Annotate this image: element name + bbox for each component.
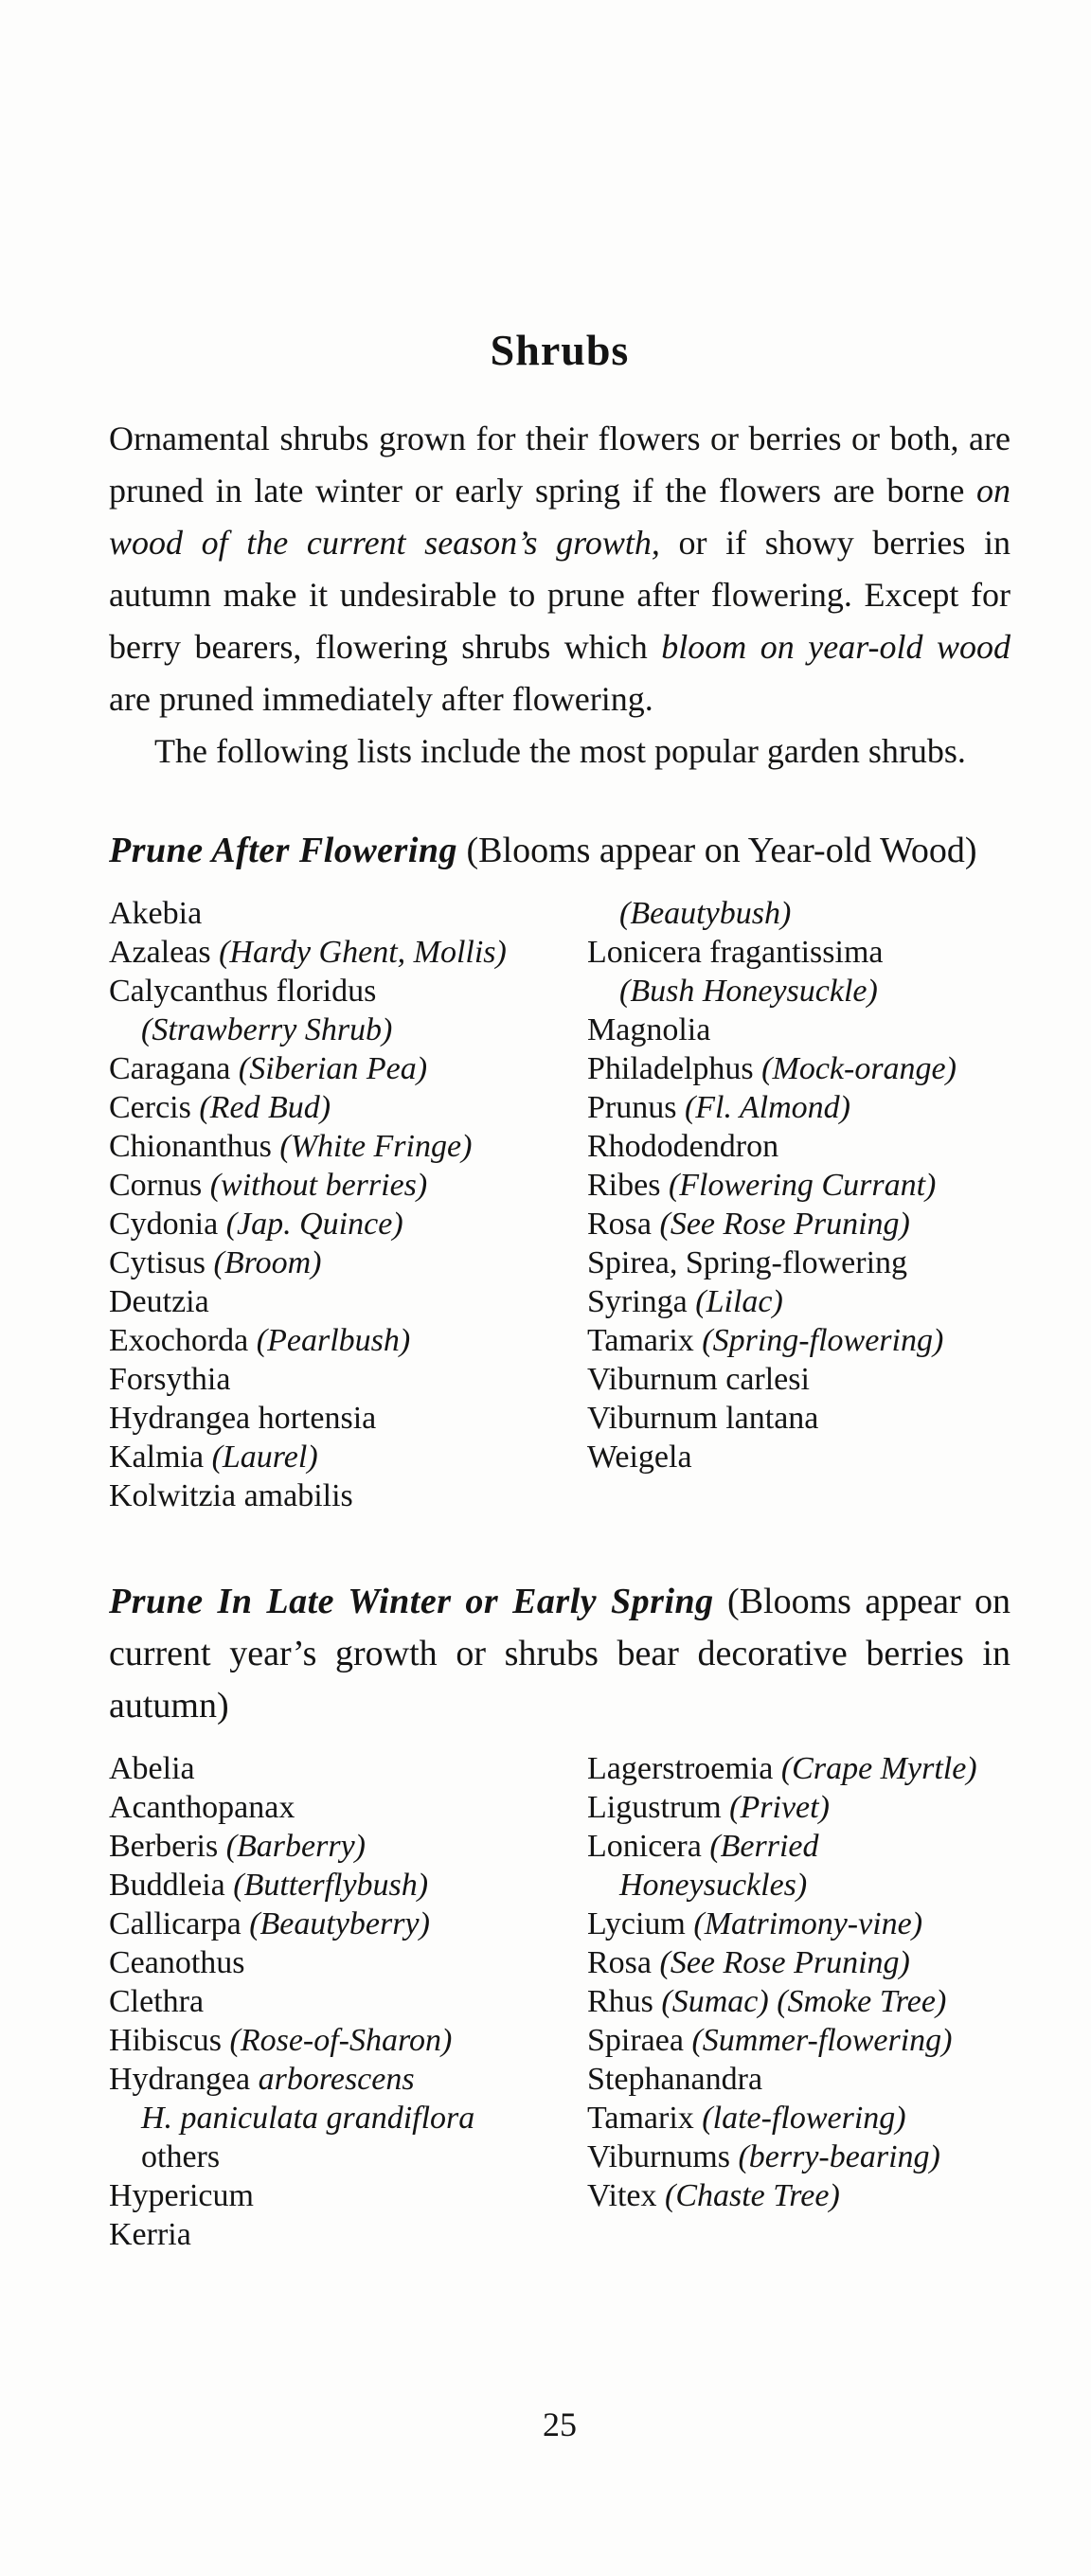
plant-list-item: [587, 1788, 1011, 1827]
text-run: The following lists include the most popular garden shrubs.: [154, 732, 966, 770]
plant-list-item: [587, 1166, 1011, 1205]
emphasis-text-run: (Siberian Pea): [238, 1051, 428, 1086]
plant-list-right-column: [587, 894, 1011, 1515]
emphasis-text-run: (Pearlbush): [256, 1323, 411, 1358]
emphasis-text-run: (without berries): [209, 1168, 428, 1203]
text-run: Rhus: [587, 1984, 662, 2019]
text-run: (Blooms appear on Year-old Wood): [457, 831, 977, 870]
plant-list-item: [109, 1476, 587, 1515]
text-run: Kalmia: [109, 1440, 212, 1475]
plant-list-item: [587, 1399, 1011, 1438]
text-run: Rosa: [587, 1945, 660, 1980]
plant-list-item: [109, 1166, 587, 1205]
emphasis-text-run: (Privet): [729, 1790, 830, 1825]
plant-list-item: [587, 2021, 1011, 2060]
plant-list-item: [109, 1011, 587, 1049]
text-run: Hydrangea hortensia: [109, 1401, 377, 1436]
emphasis-text-run: (Crape Myrtle): [780, 1751, 977, 1786]
emphasis-text-run: (Beautyberry): [249, 1906, 430, 1941]
emphasis-text-run: (Strawberry Shrub): [141, 1012, 393, 1047]
text-run: Ribes: [587, 1168, 669, 1203]
text-run: Akebia: [109, 896, 203, 931]
text-run: Lonicera: [587, 1829, 710, 1864]
text-run: Deutzia: [109, 1284, 209, 1319]
plant-list-item: [587, 1205, 1011, 1243]
emphasis-text-run: (Lilac): [695, 1284, 783, 1319]
second-paragraph: [109, 725, 1011, 778]
text-run: Ligustrum: [587, 1790, 730, 1825]
page-title: Shrubs: [490, 326, 630, 374]
text-run: Hibiscus: [109, 2023, 230, 2058]
text-run: Magnolia: [587, 1012, 711, 1047]
text-run: Ceanothus: [109, 1945, 245, 1980]
emphasis-text-run: (Spring-flowering): [702, 1323, 944, 1358]
plant-list-item: [587, 1866, 1011, 1905]
text-run: Buddleia: [109, 1868, 234, 1903]
text-run: Cornus: [109, 1168, 210, 1203]
plant-list-item: [109, 972, 587, 1011]
section-prune-after-flowering: [109, 825, 1011, 1515]
text-run: Azaleas: [109, 935, 220, 970]
plant-list-item: [587, 1127, 1011, 1166]
plant-list-item: [109, 2099, 587, 2138]
plant-list-item: [109, 933, 587, 972]
text-run: Calycanthus floridus: [109, 974, 377, 1009]
plant-list-item: [109, 1943, 587, 1982]
plant-list-item: [587, 2099, 1011, 2138]
emphasis-text-run: (Jap. Quince): [225, 1207, 403, 1242]
plant-list-item: [587, 1360, 1011, 1399]
text-run: Syringa: [587, 1284, 696, 1319]
emphasis-text-run: (Mock-orange): [761, 1051, 957, 1086]
plant-list-item: [587, 1321, 1011, 1360]
plant-list-right-column: [587, 1749, 1011, 2254]
emphasis-text-run: (Broom): [213, 1245, 322, 1280]
text-run: Hydrangea: [109, 2062, 259, 2097]
emphasis-text-run: H. paniculata grandiflora: [141, 2101, 475, 2136]
text-run: or if showy berries in autumn make it undesirable to prune after flowering. Except for berry bearers, flowering shrubs which: [109, 524, 1011, 666]
page-number: 25: [543, 2406, 577, 2443]
emphasis-text-run: (Berried: [709, 1829, 819, 1864]
emphasis-text-run: Honeysuckles): [619, 1868, 808, 1903]
emphasis-text-run: (Rose-of-Sharon): [229, 2023, 453, 2058]
text-run: Kolwitzia amabilis: [109, 1478, 353, 1513]
emphasis-text-run: Prune In Late Winter or Early Spring: [109, 1582, 714, 1621]
emphasis-text-run: (late-flowering): [702, 2101, 906, 2136]
emphasis-text-run: (Hardy Ghent, Mollis): [219, 935, 507, 970]
plant-list-left-column: [109, 1749, 587, 2254]
text-run: Philadelphus: [587, 1051, 762, 1086]
plant-list-item: [587, 1943, 1011, 1982]
text-run: Exochorda: [109, 1323, 257, 1358]
emphasis-text-run: Prune After Flowering: [109, 831, 458, 870]
text-run: Rhododendron: [587, 1129, 779, 1164]
text-run: Lycium: [587, 1906, 694, 1941]
plant-list-item: [587, 2060, 1011, 2099]
text-run: Lagerstroemia: [587, 1751, 781, 1786]
emphasis-text-run: (Chaste Tree): [665, 2178, 840, 2213]
plant-list-item: [109, 1088, 587, 1127]
plant-list-item: [109, 1360, 587, 1399]
emphasis-text-run: (Laurel): [211, 1440, 318, 1475]
text-run: Stephanandra: [587, 2062, 763, 2097]
text-run: Viburnum lantana: [587, 1401, 819, 1436]
plant-list-item: [109, 1127, 587, 1166]
emphasis-text-run: bloom on year-old wood: [661, 628, 1011, 666]
text-run: Kerria: [109, 2217, 191, 2252]
plant-list-item: [587, 2176, 1011, 2215]
plant-list-item: [587, 894, 1011, 933]
emphasis-text-run: (Fl. Almond): [684, 1090, 850, 1125]
text-run: Forsythia: [109, 1362, 231, 1397]
text-run: Cytisus: [109, 1245, 214, 1280]
plant-list-item: [109, 1827, 587, 1866]
text-run: Viburnum carlesi: [587, 1362, 810, 1397]
plant-list-item: [109, 1282, 587, 1321]
plant-list-item: [109, 1905, 587, 1943]
section-heading: [109, 825, 1011, 877]
emphasis-text-run: arborescens: [258, 2062, 415, 2097]
text-run: (Blooms appear on current year’s growth or shrubs bear decorative berries in autumn): [109, 1582, 1011, 1726]
text-run: Hypericum: [109, 2178, 254, 2213]
emphasis-text-run: (Summer-flowering): [691, 2023, 953, 2058]
emphasis-text-run: (See Rose Pruning): [659, 1945, 910, 1980]
text-run: Viburnums: [587, 2139, 739, 2174]
emphasis-text-run: (berry-bearing): [738, 2139, 940, 2174]
text-run: Tamarix: [587, 1323, 703, 1358]
plant-list-item: [587, 933, 1011, 972]
plant-list-item: [109, 2138, 587, 2176]
plant-list-item: [109, 1205, 587, 1243]
plant-list-columns: [109, 894, 1011, 1515]
text-run: Cercis: [109, 1090, 200, 1125]
emphasis-text-run: (Matrimony-vine): [693, 1906, 923, 1941]
plant-list-item: [587, 1905, 1011, 1943]
text-run: Lonicera fragantissima: [587, 935, 884, 970]
section-heading: [109, 1576, 1011, 1732]
text-run: Callicarpa: [109, 1906, 250, 1941]
plant-list-item: [587, 1282, 1011, 1321]
text-run: Berberis: [109, 1829, 226, 1864]
plant-list-item: [109, 1243, 587, 1282]
plant-list-item: [109, 2021, 587, 2060]
plant-list-item: [587, 1438, 1011, 1476]
text-run: Chionanthus: [109, 1129, 280, 1164]
plant-list-item: [587, 1011, 1011, 1049]
plant-list-item: [109, 1788, 587, 1827]
text-run: Weigela: [587, 1440, 692, 1475]
emphasis-text-run: (Barberry): [225, 1829, 366, 1864]
plant-list-item: [587, 1749, 1011, 1788]
text-run: Clethra: [109, 1984, 205, 2019]
emphasis-text-run: (Beautybush): [619, 896, 792, 931]
plant-list-item: [587, 1049, 1011, 1088]
plant-list-item: [109, 894, 587, 933]
text-run: Vitex: [587, 2178, 665, 2213]
plant-list-item: [109, 1749, 587, 1788]
emphasis-text-run: (Flowering Currant): [668, 1168, 937, 1203]
emphasis-text-run: on wood of the current season’s growth,: [109, 472, 1011, 562]
plant-list-item: [109, 2215, 587, 2254]
plant-list-item: [109, 1982, 587, 2021]
emphasis-text-run: (Bush Honeysuckle): [619, 974, 878, 1009]
plant-list-item: [587, 1243, 1011, 1282]
plant-list-item: [109, 1399, 587, 1438]
text-run: Prunus: [587, 1090, 685, 1125]
text-run: Spiraea: [587, 2023, 692, 2058]
text-run: Ornamental shrubs grown for their flowers or berries or both, are pruned in late winter or early spring if the flowers are borne: [109, 420, 1011, 510]
plant-list-item: [109, 1438, 587, 1476]
plant-list-item: [109, 1321, 587, 1360]
text-run: Tamarix: [587, 2101, 703, 2136]
emphasis-text-run: (Butterflybush): [233, 1868, 429, 1903]
plant-list-item: [109, 2060, 587, 2099]
text-run: others: [141, 2139, 221, 2174]
emphasis-text-run: (White Fringe): [279, 1129, 473, 1164]
emphasis-text-run: (See Rose Pruning): [659, 1207, 910, 1242]
plant-list-item: [587, 2138, 1011, 2176]
plant-list-item: [109, 2176, 587, 2215]
intro-paragraph: [109, 413, 1011, 725]
text-run: Acanthopanax: [109, 1790, 295, 1825]
plant-list-item: [587, 1982, 1011, 2021]
section-prune-late-winter: [109, 1576, 1011, 2254]
text-run: Rosa: [587, 1207, 660, 1242]
text-run: Spirea, Spring-flowering: [587, 1245, 908, 1280]
text-run: Caragana: [109, 1051, 239, 1086]
plant-list-item: [109, 1049, 587, 1088]
plant-list-item: [109, 1866, 587, 1905]
emphasis-text-run: (Sumac) (Smoke Tree): [661, 1984, 947, 2019]
text-run: Cydonia: [109, 1207, 226, 1242]
text-run: are pruned immediately after flowering.: [109, 680, 653, 718]
plant-list-left-column: [109, 894, 587, 1515]
text-run: Abelia: [109, 1751, 195, 1786]
emphasis-text-run: (Red Bud): [199, 1090, 331, 1125]
plant-list-columns: [109, 1749, 1011, 2254]
plant-list-item: [587, 1088, 1011, 1127]
plant-list-item: [587, 1827, 1011, 1866]
plant-list-item: [587, 972, 1011, 1011]
